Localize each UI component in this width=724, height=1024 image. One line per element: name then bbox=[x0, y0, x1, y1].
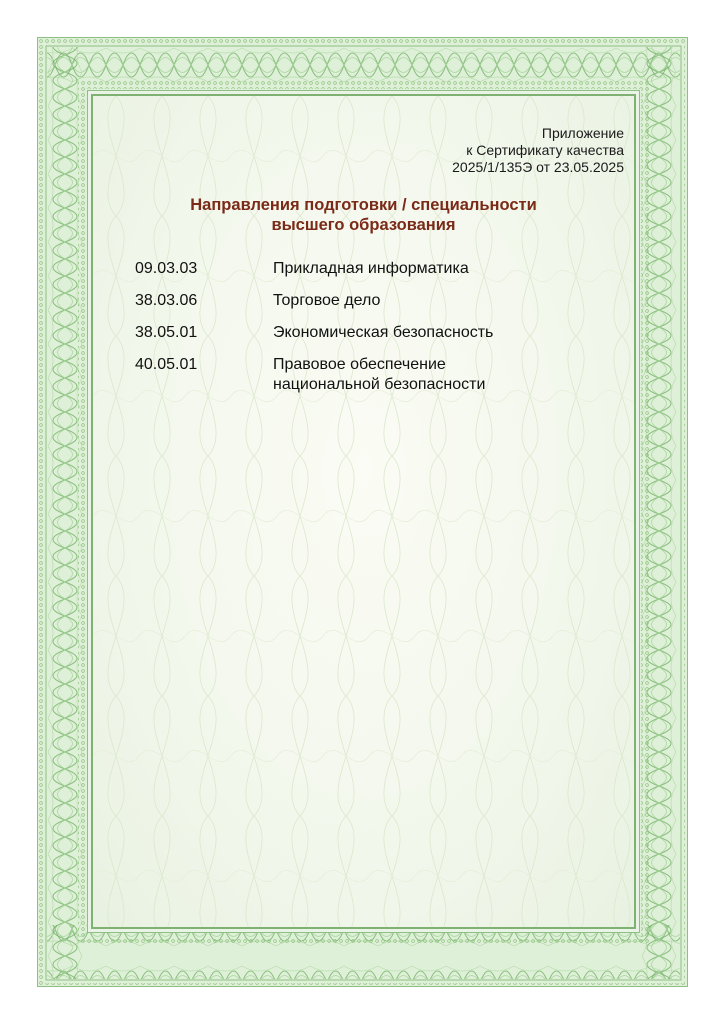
program-name bbox=[273, 291, 615, 311]
page-title-line-1: Направления подготовки / специальности bbox=[190, 196, 537, 214]
programs-list bbox=[135, 259, 615, 407]
appendix-reference bbox=[452, 125, 624, 176]
list-item bbox=[135, 355, 615, 395]
list-item bbox=[135, 291, 615, 311]
program-code: 38.03.06 bbox=[135, 292, 198, 309]
certificate-appendix-page bbox=[37, 37, 688, 987]
program-name-line: Экономическая безопасность bbox=[273, 324, 494, 341]
appendix-certificate-ref: к Сертификату качества bbox=[466, 142, 624, 158]
program-name-line: Прикладная информатика bbox=[273, 260, 469, 277]
appendix-title: Приложение bbox=[541, 125, 624, 141]
program-code: 09.03.03 bbox=[135, 260, 198, 277]
program-name bbox=[273, 355, 615, 395]
appendix-certificate-number: 2025/1/135Э от 23.05.2025 bbox=[452, 159, 624, 175]
program-name-line: национальной безопасности bbox=[273, 376, 486, 393]
program-name bbox=[273, 323, 615, 343]
program-name-line: Торговое дело bbox=[273, 292, 381, 309]
list-item bbox=[135, 259, 615, 279]
program-code: 38.05.01 bbox=[135, 324, 198, 341]
page-title-line-2: высшего образования bbox=[271, 216, 456, 234]
program-code: 40.05.01 bbox=[135, 356, 198, 373]
content-panel bbox=[91, 94, 636, 929]
program-name bbox=[273, 259, 615, 279]
page-title bbox=[93, 195, 634, 235]
list-item bbox=[135, 323, 615, 343]
program-name-line: Правовое обеспечение bbox=[273, 356, 446, 373]
